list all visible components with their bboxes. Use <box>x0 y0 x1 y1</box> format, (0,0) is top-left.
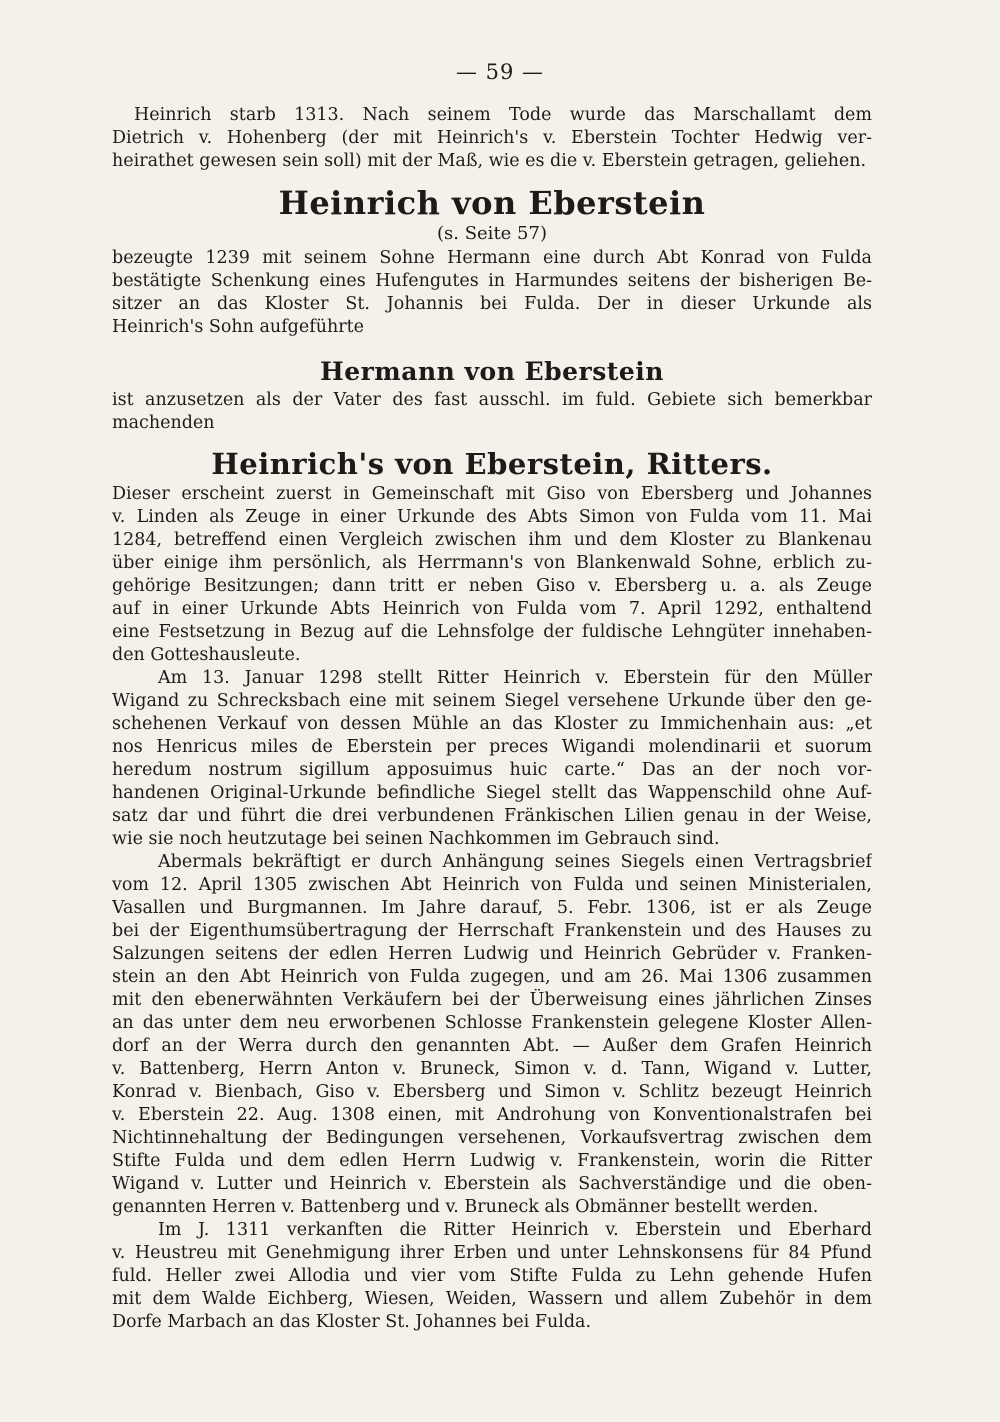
section-heading: Hermann von Eberstein <box>320 357 664 386</box>
text-line: 1284, betreffend einen Vergleich zwischen ihm und dem Kloster zu Blankenau <box>112 530 872 550</box>
text-line: genannten Herren v. Battenberg und v. Bruneck als Obmänner bestellt werden. <box>112 1197 819 1217</box>
section-heading: Heinrich von Eberstein <box>278 184 706 222</box>
text-line: nos Henricus miles de Eberstein per preces Wigandi molendinarii et suorum <box>112 737 872 757</box>
text-line: Dieser erscheint zuerst in Gemeinschaft mit Giso von Ebersberg und Johannes <box>112 484 872 504</box>
page-body <box>112 104 872 1334</box>
text-line: Vasallen und Burgmannen. Im Jahre darauf, 5. Febr. 1306, ist er als Zeuge <box>112 898 872 918</box>
text-line: fuld. Heller zwei Allodia und vier vom Stifte Fulda zu Lehn gehende Hufen <box>112 1266 872 1286</box>
text-line: schehenen Verkauf von dessen Mühle an das Kloster zu Immichenhain aus: „et <box>112 714 872 734</box>
text-line: Salzungen seitens der edlen Herren Ludwig und Heinrich Gebrüder v. Franken- <box>112 944 872 964</box>
paragraph-2 <box>112 247 872 339</box>
text-line: vom 12. April 1305 zwischen Abt Heinrich von Fulda und seinen Ministerialen, <box>112 875 872 895</box>
text-line: v. Eberstein 22. Aug. 1308 einen, mit Androhung von Konventionalstrafen bei <box>112 1105 872 1125</box>
text-line: Stifte Fulda und dem edlen Herrn Ludwig v. Frankenstein, worin die Ritter <box>112 1151 872 1171</box>
paragraph-3 <box>112 389 872 435</box>
paragraph-4 <box>112 483 872 667</box>
text-line: Nichtinnehaltung der Bedingungen versehenen, Vorkaufsvertrag zwischen dem <box>112 1128 872 1148</box>
text-line: Dietrich v. Hohenberg (der mit Heinrich's v. Eberstein Tochter Hedwig ver- <box>112 128 872 148</box>
text-line: stein an den Abt Heinrich von Fulda zugegen, und am 26. Mai 1306 zusammen <box>112 967 872 987</box>
paragraph-6 <box>112 851 872 1219</box>
text-line: sitzer an das Kloster St. Johannis bei Fulda. Der in dieser Urkunde als <box>112 294 872 314</box>
text-line: Konrad v. Bienbach, Giso v. Ebersberg und Simon v. Schlitz bezeugt Heinrich <box>112 1082 872 1102</box>
paragraph-5 <box>112 667 872 851</box>
text-line: heredum nostrum sigillum apposuimus huic carte.“ Das an der noch vor- <box>112 760 872 780</box>
text-line: bestätigte Schenkung eines Hufengutes in Harmundes seitens der bisherigen Be- <box>112 271 872 291</box>
paragraph-1 <box>112 104 872 173</box>
text-line: Wigand zu Schrecksbach eine mit seinem Siegel versehene Urkunde über den ge- <box>112 691 872 711</box>
text-line: an das unter dem neu erworbenen Schlosse Frankenstein gelegene Kloster Allen- <box>112 1013 872 1033</box>
text-line: v. Linden als Zeuge in einer Urkunde des Abts Simon von Fulda vom 11. Mai <box>112 507 872 527</box>
text-line: v. Heustreu mit Genehmigung ihrer Erben und unter Lehnskonsens für 84 Pfund <box>112 1243 872 1263</box>
page-number: — 59 — <box>455 60 545 84</box>
text-line: Abermals bekräftigt er durch Anhängung seines Siegels einen Vertragsbrief <box>158 852 872 872</box>
text-line: dorf an der Werra durch den genannten Abt. — Außer dem Grafen Heinrich <box>112 1036 872 1056</box>
text-line: Am 13. Januar 1298 stellt Ritter Heinrich v. Eberstein für den Müller <box>158 668 872 688</box>
text-line: Wigand v. Lutter und Heinrich v. Eberstein als Sachverständige und die oben- <box>112 1174 872 1194</box>
text-line: ist anzusetzen als der Vater des fast ausschl. im fuld. Gebiete sich bemerkbar <box>112 390 872 410</box>
text-line: gehörige Besitzungen; dann tritt er neben Giso v. Ebersberg u. a. als Zeuge <box>112 576 872 596</box>
text-line: heirathet gewesen sein soll) mit der Maß, wie es die v. Eberstein getragen, geliehen. <box>112 151 867 171</box>
text-line: Im J. 1311 verkanften die Ritter Heinrich v. Eberstein und Eberhard <box>158 1220 872 1240</box>
paragraph-7 <box>112 1219 872 1334</box>
section-heading: Heinrich's von Eberstein, Ritters. <box>211 447 773 481</box>
text-line: Heinrich's Sohn aufgeführte <box>112 317 365 337</box>
section-subheading: (s. Seite 57) <box>437 223 547 244</box>
text-line: wie sie noch heutzutage bei seinen Nachkommen im Gebrauch sind. <box>112 829 720 849</box>
text-line: mit dem Walde Eichberg, Wiesen, Weiden, Wassern und allem Zubehör in dem <box>112 1289 872 1309</box>
text-line: mit den ebenerwähnten Verkäufern bei der Überweisung eines jährlichen Zinses <box>112 990 872 1010</box>
text-line: handenen Original-Urkunde befindliche Siegel stellt das Wappenschild ohne Auf- <box>112 783 872 803</box>
text-line: Heinrich starb 1313. Nach seinem Tode wurde das Marschallamt dem <box>134 105 872 125</box>
text-line: bezeugte 1239 mit seinem Sohne Hermann eine durch Abt Konrad von Fulda <box>112 248 872 268</box>
text-line: machenden <box>112 413 215 433</box>
text-line: den Gotteshausleute. <box>112 645 301 665</box>
text-line: eine Festsetzung in Bezug auf die Lehnsfolge der fuldische Lehngüter innehaben- <box>112 622 872 642</box>
text-line: bei der Eigenthumsübertragung der Herrschaft Frankenstein und des Hauses zu <box>112 921 872 941</box>
text-line: satz dar und führt die drei verbundenen Fränkischen Lilien genau in der Weise, <box>112 806 872 826</box>
text-line: Dorfe Marbach an das Kloster St. Johannes bei Fulda. <box>112 1312 592 1332</box>
text-line: auf in einer Urkunde Abts Heinrich von Fulda vom 7. April 1292, enthaltend <box>112 599 872 619</box>
text-line: über einige ihm persönlich, als Herrmann's von Blankenwald Sohne, erblich zu- <box>112 553 872 573</box>
text-line: v. Battenberg, Herrn Anton v. Bruneck, Simon v. d. Tann, Wigand v. Lutter, <box>112 1059 872 1079</box>
